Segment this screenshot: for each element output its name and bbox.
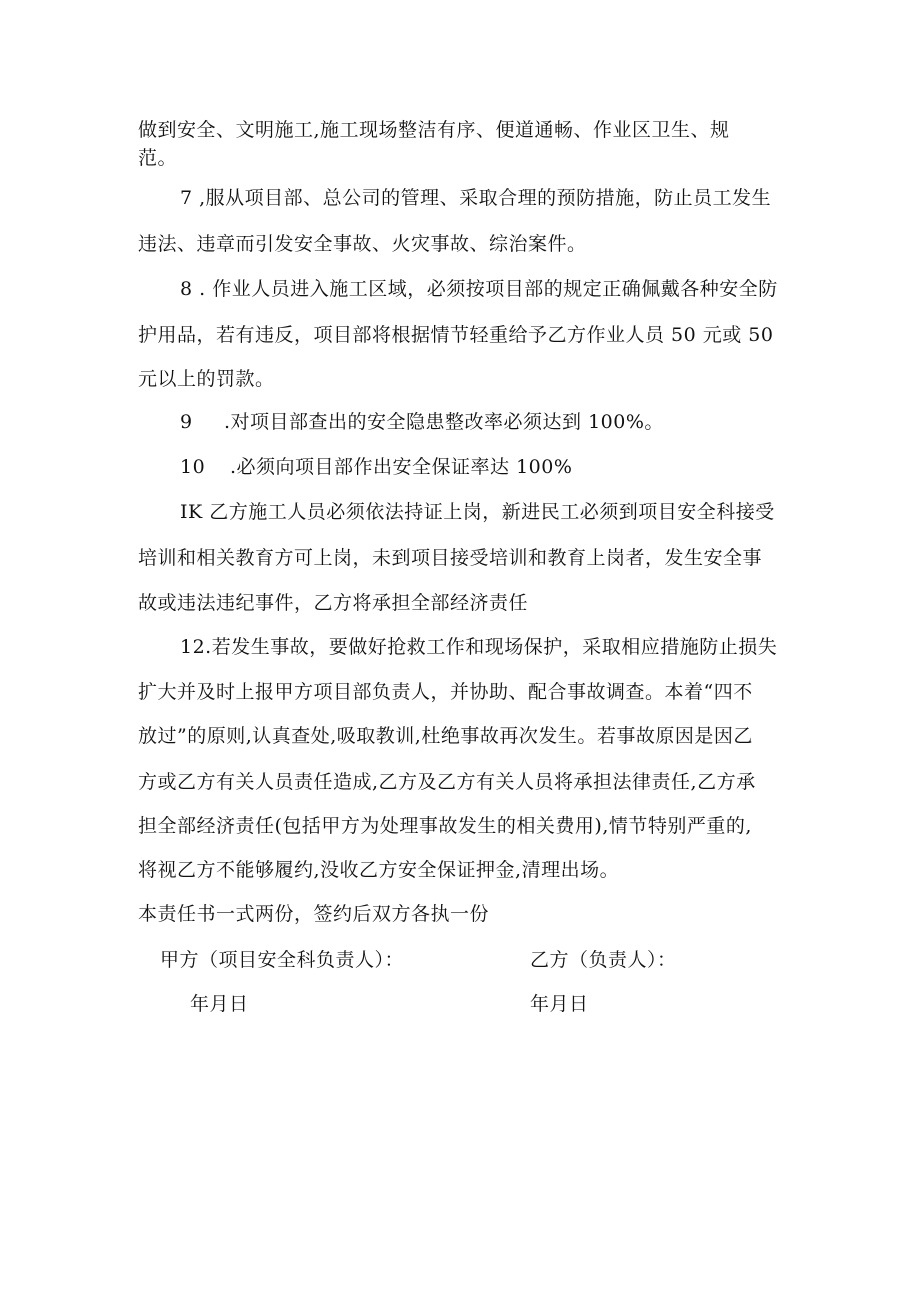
clause-7-line-1 xyxy=(180,185,771,211)
party-b-label: 乙方（负责人）： xyxy=(530,949,677,971)
clause-12-line-3: 放过”的原则,认真查处,吸取教训,杜绝事故再次发生。若事故原因是因乙 xyxy=(138,725,753,747)
clause-number: 10 xyxy=(180,456,206,478)
clause-text: . 作业人员进入施工区域，必须按项目部的规定正确佩戴各种安全防 xyxy=(192,278,778,300)
clause-12-line-6: 将视乙方不能够履约,没收乙方安全保证押金,清理出场。 xyxy=(138,859,620,881)
clause-11-line-2: 培训和相关教育方可上岗，未到项目接受培训和教育上岗者，发生安全事 xyxy=(138,547,763,569)
clause-12-line-2: 扩大并及时上报甲方项目部负责人，并协助、配合事故调查。本着“四不 xyxy=(138,681,753,703)
clause-7-line-2: 违法、违章而引发安全事故、火灾事故、综治案件。 xyxy=(138,233,587,255)
clause-11-line-3: 故或违法违纪事件，乙方将承担全部经济责任 xyxy=(138,592,529,614)
clause-8-line-3: 元以上的罚款。 xyxy=(138,368,275,390)
clause-text: ,服从项目部、总公司的管理、采取合理的预防措施，防止员工发生 xyxy=(192,187,772,209)
clause-12-line-1: 12.若发生事故，要做好抢救工作和现场保护，采取相应措施防止损失 xyxy=(180,636,778,658)
clause-12-line-4: 方或乙方有关人员责任造成,乙方及乙方有关人员将承担法律责任,乙方承 xyxy=(138,771,756,793)
clause-11-line-1: IK 乙方施工人员必须依法持证上岗，新进民工必须到项目安全科接受 xyxy=(180,501,775,523)
text-line: 范。 xyxy=(138,147,178,169)
clause-9-line-1 xyxy=(180,409,664,435)
party-a-label: 甲方（项目安全科负责人）： xyxy=(160,949,405,971)
text-line: 做到安全、文明施工,施工现场整洁有序、便道通畅、作业区卫生、规 xyxy=(138,119,730,141)
party-b-date: 年月日 xyxy=(530,993,589,1015)
clause-8-line-1 xyxy=(180,276,778,302)
party-a-date: 年月日 xyxy=(190,993,249,1015)
clause-text: .必须向项目部作出安全保证率达 100% xyxy=(230,456,573,478)
clause-12-line-5: 担全部经济责任(包括甲方为处理事故发生的相关费用),情节特别严重的, xyxy=(138,815,752,837)
clause-number: 8 xyxy=(180,278,193,300)
clause-10-line-1 xyxy=(180,454,572,480)
clause-number: 9 xyxy=(180,411,193,433)
clause-8-line-2: 护用品，若有违反，项目部将根据情节轻重给予乙方作业人员 50 元或 50 xyxy=(138,324,774,346)
clause-number: 7 xyxy=(180,187,193,209)
closing-statement: 本责任书一式两份，签约后双方各执一份 xyxy=(138,903,490,925)
clause-text: .对项目部查出的安全隐患整改率必须达到 100%。 xyxy=(224,411,664,433)
